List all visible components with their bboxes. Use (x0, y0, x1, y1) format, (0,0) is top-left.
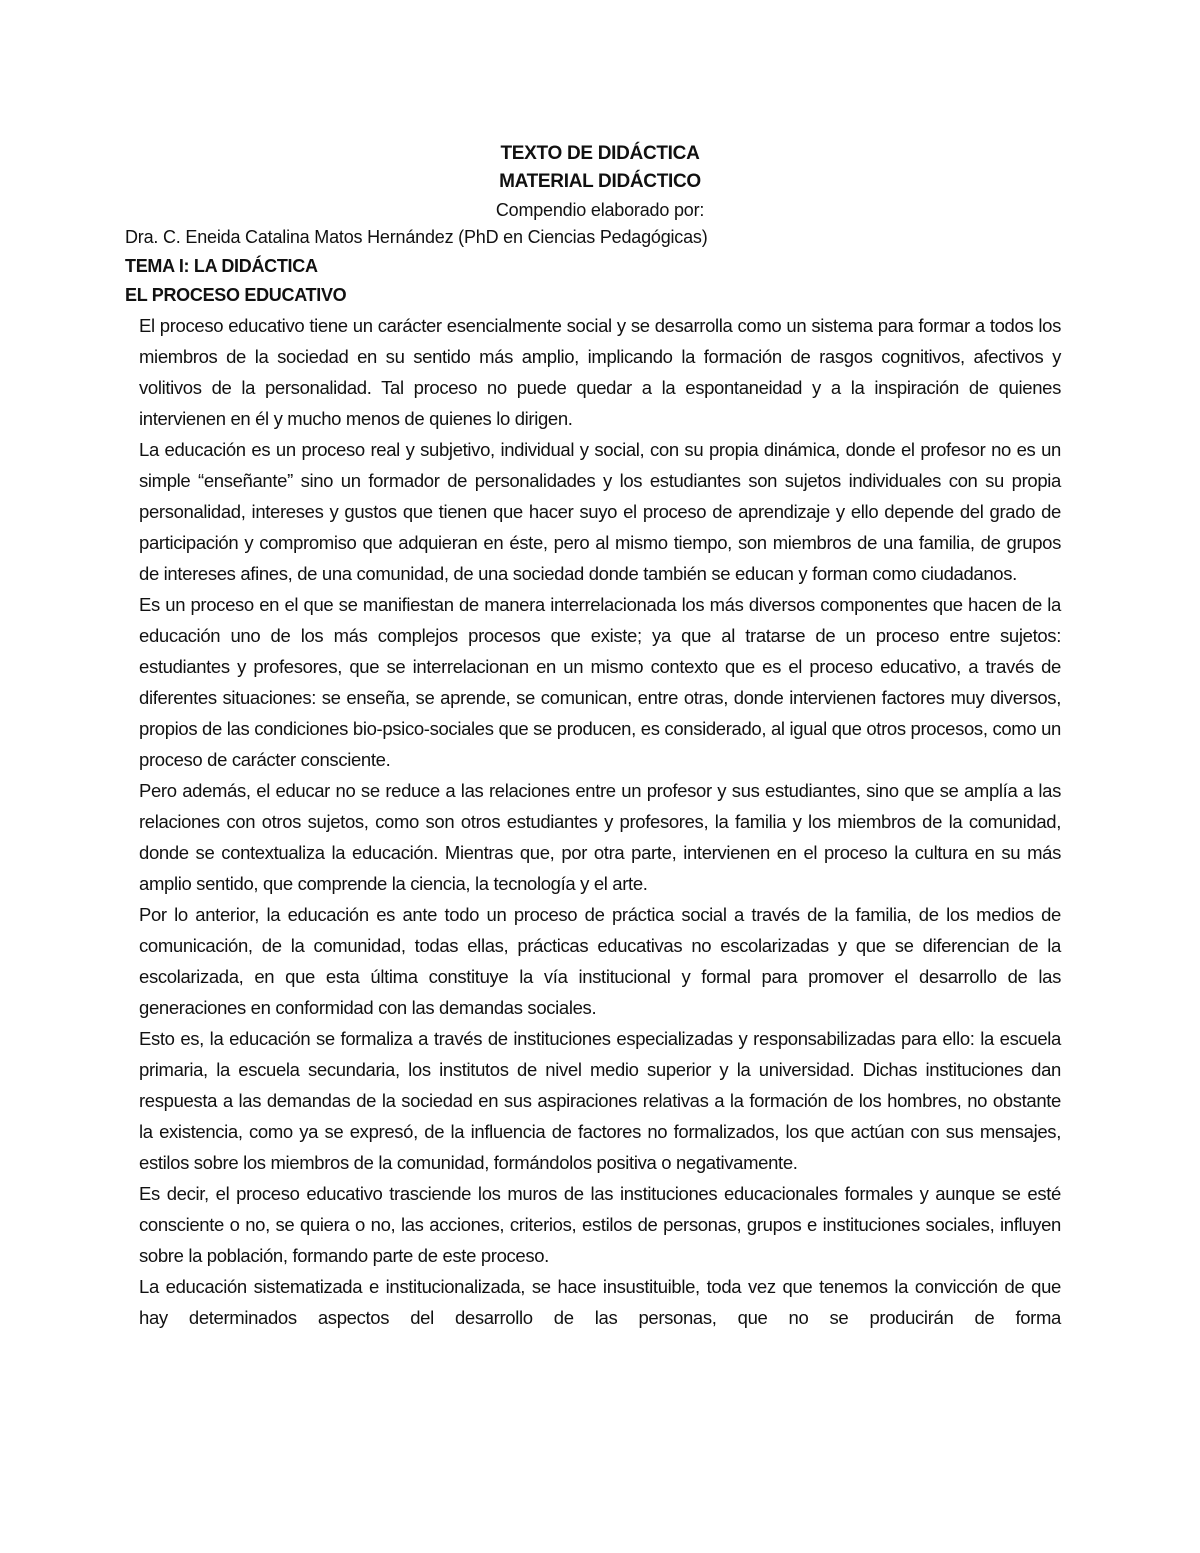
paragraph: Por lo anterior, la educación es ante todo un proceso de práctica social a través de la familia, de los medios de comunicación, de la comunidad, todas ellas, prácticas educativas no escolarizadas y que se diferencian de la escolarizada, en que esta última constituye la vía institucional y formal para promover el desarrollo de las generaciones en conformidad con las demandas sociales. (139, 904, 1061, 1018)
paragraph: La educación sistematizada e institucionalizada, se hace insustituible, toda vez que tenemos la convicción de que hay determinados aspectos del desarrollo de las personas, que no se producirán de forma (139, 1276, 1061, 1328)
paragraph: Es decir, el proceso educativo trasciende los muros de las instituciones educacionales formales y aunque se esté consciente o no, se quiera o no, las acciones, criterios, estilos de personas, grupos e instituciones sociales, influyen sobre la población, formando parte de este proceso. (139, 1183, 1061, 1266)
paragraph: Pero además, el educar no se reduce a las relaciones entre un profesor y sus estudiantes, sino que se amplía a las relaciones con otros sujetos, como son otros estudiantes y profesores, la familia y los miembros de la comunidad, donde se contextualiza la educación. Mientras que, por otra parte, intervienen en el proceso la cultura en su más amplio sentido, que comprende la ciencia, la tecnología y el arte. (139, 780, 1061, 894)
paragraph: La educación es un proceso real y subjetivo, individual y social, con su propia dinámica, donde el profesor no es un simple “enseñante” sino un formador de personalidades y los estudiantes son sujetos individuales con su propia personalidad, intereses y gustos que tienen que hacer suyo el proceso de aprendizaje y ello depende del grado de participación y compromiso que adquieran en éste, pero al mismo tiempo, son miembros de una familia, de grupos de intereses afines, de una comunidad, de una sociedad donde también se educan y forman como ciudadanos. (139, 439, 1061, 584)
paragraph: El proceso educativo tiene un carácter esencialmente social y se desarrolla como un sistema para formar a todos los miembros de la sociedad en su sentido más amplio, implicando la formación de rasgos cognitivos, afectivos y volitivos de la personalidad. Tal proceso no puede quedar a la espontaneidad y a la inspiración de quienes intervienen en él y mucho menos de quienes lo dirigen. (139, 315, 1061, 429)
document-header (0, 140, 1200, 225)
document-subtitle: MATERIAL DIDÁCTICO (499, 171, 701, 192)
document-title: TEXTO DE DIDÁCTICA (500, 143, 700, 164)
paragraph: Es un proceso en el que se manifiestan de manera interrelacionada los más diversos componentes que hacen de la educación uno de los más complejos procesos que existe; ya que al tratarse de un proceso entre sujetos: estudiantes y profesores, que se interrelacionan en un mismo contexto que es el proceso educativo, a través de diferentes situaciones: se enseña, se aprende, se comunican, entre otras, donde intervienen factores muy diversos, propios de las condiciones bio-psico-sociales que se producen, es considerado, al igual que otros procesos, como un proceso de carácter consciente. (139, 594, 1061, 770)
paragraph: Esto es, la educación se formaliza a través de instituciones especializadas y responsabilizadas para ello: la escuela primaria, la escuela secundaria, los institutos de nivel medio superior y la universidad. Dichas instituciones dan respuesta a las demandas de la sociedad en sus aspiraciones relativas a la formación de los hombres, no obstante la existencia, como ya se expresó, de la influencia de factores no formalizados, los que actúan con sus mensajes, estilos sobre los miembros de la comunidad, formándolos positiva o negativamente. (139, 1028, 1061, 1173)
topic-heading: TEMA I: LA DIDÁCTICA (125, 256, 318, 276)
compiled-by-label: Compendio elaborado por: (495, 200, 705, 220)
document-body (139, 310, 1061, 1333)
author-line: Dra. C. Eneida Catalina Matos Hernández (PhD en Ciencias Pedagógicas) (125, 227, 708, 247)
section-heading: EL PROCESO EDUCATIVO (125, 285, 347, 305)
